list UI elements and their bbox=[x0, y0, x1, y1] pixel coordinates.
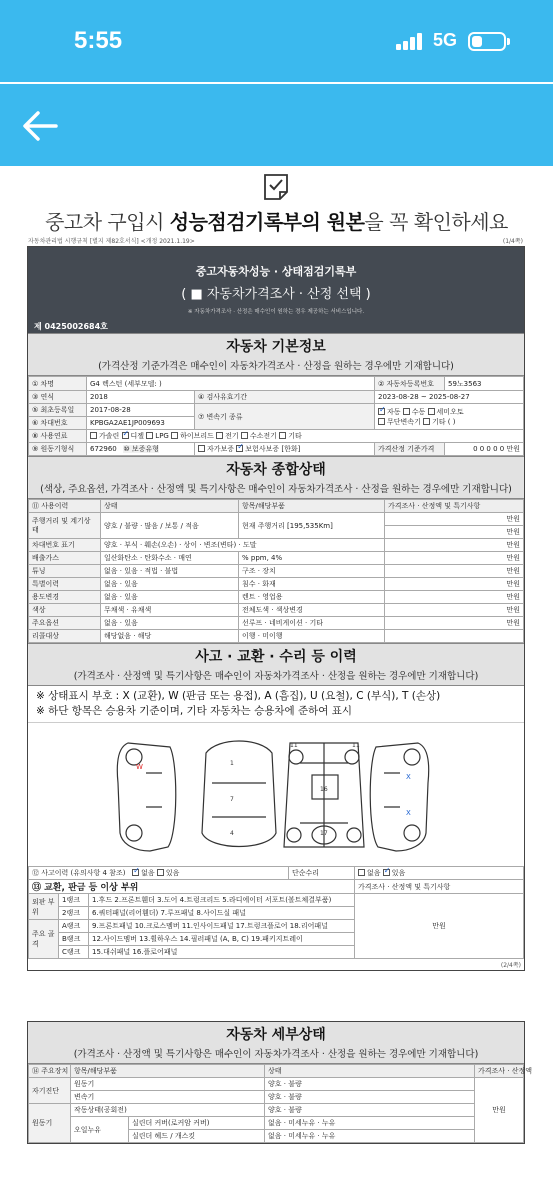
reg-no-value: 59노3563 bbox=[445, 377, 524, 391]
engine-row: 672960 ⑩ 보증유형 bbox=[87, 443, 195, 456]
table-row: 원동기 작동상태(공회전) 양호 · 불량 bbox=[29, 1104, 524, 1117]
accident-legend bbox=[28, 686, 524, 722]
table-row: 용도변경 없음 · 있음 렌트 · 영업용 만원 bbox=[29, 591, 524, 604]
overall-status-title: 자동차 종합상태 bbox=[226, 462, 326, 478]
simple-repair-label: 단순수리 bbox=[289, 867, 355, 880]
vin-label: ⑥ 차대번호 bbox=[29, 417, 87, 430]
accident-table bbox=[28, 866, 524, 959]
base-price-label: 가격산정 기준가격 bbox=[375, 443, 445, 456]
page-number: (1/4쪽) bbox=[502, 238, 523, 245]
record-note: ※ 자동차가격조사 · 산정은 매수인이 원하는 경우 제공하는 서비스입니다. bbox=[187, 309, 365, 315]
accident-price-col: 가격조사 · 산정액 및 특기사항 bbox=[355, 880, 524, 894]
table-row: 만원 bbox=[29, 526, 524, 539]
detail-status-header bbox=[28, 1022, 524, 1064]
svg-text:7: 7 bbox=[230, 796, 234, 803]
record-number: 제 0425002684호 bbox=[34, 322, 108, 331]
app-bar bbox=[0, 84, 553, 166]
detail-status-title: 자동차 세부상태 bbox=[226, 1027, 326, 1043]
exchange-label: ⑬ 교환, 판금 등 이상 부위 bbox=[29, 880, 355, 894]
status-bar bbox=[0, 0, 553, 82]
table-row: 외판 부위 1랭크 1.후드 2.프론트휀더 3.도어 4.트렁크리드 5.라디에이터 서포트(볼트체결부품) 만원 bbox=[29, 894, 524, 907]
table-row: 실린더 헤드 / 개스킷 없음 · 미세누유 · 누유 bbox=[29, 1130, 524, 1143]
record-title: 중고자동차성능 · 상태점검기록부 bbox=[195, 265, 357, 278]
year-label: ③ 연식 bbox=[29, 391, 87, 404]
svg-text:X: X bbox=[406, 809, 411, 817]
record-subtitle: ( ■ 자동차가격조사 · 산정 선택 ) bbox=[181, 287, 371, 302]
overall-status-table bbox=[28, 499, 524, 643]
simple-repair-options: 없음 ✓ 있음 bbox=[355, 867, 524, 880]
inspection-value: 2023-08-28 ~ 2025-08-27 bbox=[375, 391, 524, 404]
col-usage-history: ⑪ 사용이력 bbox=[29, 500, 101, 513]
inspection-label: ④ 검사유효기간 bbox=[195, 391, 375, 404]
svg-text:16: 16 bbox=[320, 786, 328, 793]
form-regulation-note: 자동차관리법 시행규칙 [별지 제82호서식] <개정 2021.1.19> bbox=[28, 238, 195, 245]
svg-text:11: 11 bbox=[290, 742, 298, 749]
status-time: 5:55 bbox=[74, 27, 123, 54]
basic-info-header bbox=[28, 333, 524, 376]
basic-info-title: 자동차 기본정보 bbox=[226, 339, 326, 355]
svg-text:W: W bbox=[136, 763, 143, 771]
status-symbol-legend: ※ 상태표시 부호 : X (교환), W (판금 또는 용접), A (흠집), U (요철), C (부식), T (손상) bbox=[36, 690, 441, 702]
accident-price-value: 만원 bbox=[355, 894, 524, 959]
transmission-options: ✓자동 수동 세미오토 무단변속기 기타 ( ) bbox=[375, 404, 524, 430]
table-row: 배출가스 일산화탄소 · 탄화수소 · 매연 % ppm, 4% 만원 bbox=[29, 552, 524, 565]
basic-info-note: (가격산정 기준가격은 매수인이 자동차가격조사 · 산정을 원하는 경우에만 기재합니다) bbox=[98, 361, 454, 372]
arrow-left-icon bbox=[20, 106, 60, 146]
warranty-options: 자가보증 ✓ 보험사보증 [한화] bbox=[195, 443, 375, 456]
vin-value: KPBGA2AE1JP009693 bbox=[87, 417, 195, 430]
table-row: 특별이력 없음 · 있음 침수 · 화재 만원 bbox=[29, 578, 524, 591]
detail-status-note: (가격조사 · 산정액 및 특기사항은 매수인이 자동차가격조사 · 산정을 원하는 경우에만 기재합니다) bbox=[73, 1049, 479, 1060]
record-header bbox=[28, 247, 524, 333]
accident-history-title: 사고 · 교환 · 수리 등 이력 bbox=[195, 649, 357, 665]
table-row: 차대번호 표기 양호 · 부식 · 훼손(오손) · 상이 · 변조(변타) · 도말 만원 bbox=[29, 539, 524, 552]
signal-icon bbox=[396, 32, 426, 50]
battery-icon bbox=[468, 32, 506, 51]
fuel-label: ⑧ 사용연료 bbox=[29, 430, 87, 443]
page-marker: (2/4쪽) bbox=[500, 962, 521, 969]
year-value: 2018 bbox=[87, 391, 195, 404]
checklist-document-icon bbox=[261, 172, 291, 202]
engine-label: ⑨ 원동기형식 bbox=[29, 443, 87, 456]
table-row: 오일누유 실린더 커버(로커암 커버) 없음 · 미세누유 · 누유 bbox=[29, 1117, 524, 1130]
passenger-car-notice: ※ 하단 항목은 승용차 기준이며, 기타 자동차는 승용차에 준하여 표시 bbox=[36, 705, 353, 717]
table-row: 주요옵션 없음 · 있음 선루프 · 네비게이션 · 기타 만원 bbox=[29, 617, 524, 630]
network-label: 5G bbox=[433, 30, 458, 50]
vehicle-diagram bbox=[28, 722, 524, 866]
table-row: 색상 무채색 · 유채색 전체도색 · 색상변경 만원 bbox=[29, 604, 524, 617]
car-name-label: ① 차명 bbox=[29, 377, 87, 391]
table-row: 자기진단 원동기 양호 · 불량 만원 bbox=[29, 1078, 524, 1091]
accident-history-header bbox=[28, 643, 524, 686]
accident-history-row: ⑫ 사고이력 (유의사항 4 참조) ✓ 없음 있음 bbox=[29, 867, 289, 880]
accident-history-note: (가격조사 · 산정액 및 특기사항은 매수인이 자동차가격조사 · 산정을 원하는 경우에만 기재합니다) bbox=[73, 671, 479, 682]
table-row: 주요 골격 A랭크 9.프론트패널 10.크로스멤버 11.인사이드패널 17.트렁크플로어 18.리어패널 bbox=[29, 920, 524, 933]
fuel-options: 가솔린 ✓ 디젤 LPG 하이브리드 전기 수소전기 기타 bbox=[87, 430, 524, 443]
transmission-label: ⑦ 변속기 종류 bbox=[195, 404, 375, 430]
first-reg-label: ⑤ 최초등록일 bbox=[29, 404, 87, 417]
detail-status-table: ⑭ 주요장치 항목/해당부품 상태 가격조사 · 산정액 자기진단 원동기 양호 · 불량 만원 변속기 양호 · 불량 원동기 작동상태(공회전) 양호 · 불량 오일누유 실린더 커버(로커암 커버) 없음 · 미세누유 · 누유 실린더 헤드 / 개스킷 없음 · 미세누유 · 누유 bbox=[28, 1064, 524, 1143]
col-price: 가격조사 · 산정액 및 특기사항 bbox=[385, 500, 524, 513]
col-detail: 항목/해당부품 bbox=[239, 500, 385, 513]
base-price-value: 0 0 0 0 0 만원 bbox=[445, 443, 524, 456]
back-button[interactable] bbox=[20, 106, 60, 146]
table-row: B랭크 12.사이드멤버 13.휠하우스 14.필러패널 (A, B, C) 19.패키지트레이 bbox=[29, 933, 524, 946]
svg-text:1: 1 bbox=[230, 760, 234, 767]
table-row: 변속기 양호 · 불량 bbox=[29, 1091, 524, 1104]
battery-tip bbox=[507, 38, 510, 45]
table-row: 튜닝 없음 · 있음 · 적법 · 불법 구조 · 장치 만원 bbox=[29, 565, 524, 578]
col-state: 상태 bbox=[101, 500, 239, 513]
table-row: 2랭크 6.쿼터패널(리어휀더) 7.루프패널 8.사이드실 패널 bbox=[29, 907, 524, 920]
table-row: 리콜대상 해당없음 · 해당 이행 · 미이행 bbox=[29, 630, 524, 643]
car-name-value: G4 렉스턴 (세부모델: ) bbox=[87, 377, 375, 391]
table-row: C랭크 15.대쉬패널 16.플로어패널 bbox=[29, 946, 524, 959]
document-viewer[interactable] bbox=[0, 166, 553, 1200]
reg-no-label: ② 자동차등록번호 bbox=[375, 377, 445, 391]
first-reg-value: 2017-08-28 bbox=[87, 404, 195, 417]
overall-status-note: (색상, 주요옵션, 가격조사 · 산정액 및 특기사항은 매수인이 자동차가격조사 · 산정을 원하는 경우에만 기재합니다) bbox=[40, 484, 512, 495]
svg-text:11: 11 bbox=[352, 742, 360, 749]
page-headline: 중고차 구입시 성능점검기록부의 원본을 꼭 확인하세요 bbox=[45, 210, 508, 234]
svg-text:4: 4 bbox=[230, 830, 234, 837]
inspection-record-page-2 bbox=[27, 1021, 533, 1144]
inspection-record-page-1 bbox=[27, 246, 525, 971]
basic-info-table bbox=[28, 376, 524, 456]
svg-text:X: X bbox=[406, 773, 411, 781]
car-outline-diagram bbox=[28, 723, 524, 867]
svg-text:17: 17 bbox=[320, 830, 328, 837]
overall-status-header bbox=[28, 456, 524, 499]
table-row: 주행거리 및 계기상태 양호 / 불량 · 많음 / 보통 / 적음 현재 주행거리 [195,535Km] 만원 bbox=[29, 513, 524, 526]
